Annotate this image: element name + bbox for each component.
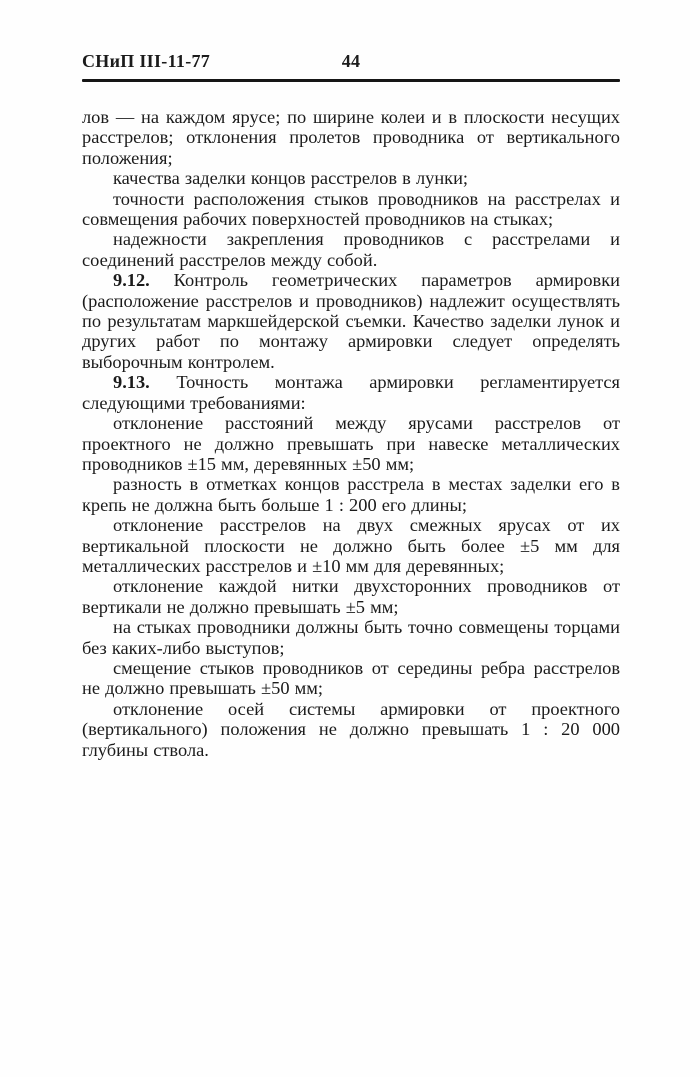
paragraph-text: смещение стыков проводников от середины ребра расстрелов не должно превышать ±50 мм; <box>82 657 620 699</box>
body-paragraph <box>82 229 620 270</box>
body-paragraph <box>82 372 620 413</box>
paragraph-text: отклонение осей системы армировки от проектного (вертикального) положения не должно превышать 1 : 20 000 глубины ствола. <box>82 698 620 760</box>
document-body <box>82 107 620 760</box>
paragraph-text: отклонение расстрелов на двух смежных ярусах от их вертикальной плоскости не должно быть более ±5 мм для металлических расстрелов и ±10 мм для деревянных; <box>82 515 620 576</box>
paragraph-text: разность в отметках концов расстрела в местах заделки его в крепь не должна быть больше 1 : 200 его длины; <box>82 474 620 515</box>
body-paragraph <box>82 576 620 617</box>
page-content <box>82 50 620 760</box>
paragraph-text: точности расположения стыков проводников на расстрелах и совмещения рабочих поверхностей проводников на стыках; <box>82 188 620 230</box>
body-paragraph <box>82 515 620 576</box>
paragraph-text: отклонение расстояний между ярусами расстрелов от проектного не должно превышать при навеске металлических проводников ±15 мм, деревянных ±50 мм; <box>82 413 620 474</box>
body-paragraph <box>82 474 620 515</box>
page-number: 44 <box>341 51 361 71</box>
body-paragraph <box>82 189 620 230</box>
paragraph-text: на стыках проводники должны быть точно совмещены торцами без каких-либо выступов; <box>82 617 620 658</box>
body-paragraph <box>82 270 620 372</box>
page-header <box>82 50 620 74</box>
paragraph-text: Контроль геометрических параметров армировки (расположение расстрелов и проводников) надлежит осуществлять по результатам маркшейдерской съемки. Качество заделки лунок и других работ по монтажу армировки следует определять выборочным контролем. <box>82 270 620 372</box>
section-number: 9.13. <box>113 372 150 393</box>
paragraph-text: надежности закрепления проводников с расстрелами и соединений расстрелов между собой. <box>82 229 620 270</box>
paragraph-text: отклонение каждой нитки двухсторонних проводников от вертикали не должно превышать ±5 мм; <box>82 576 620 617</box>
paragraph-text: Точность монтажа армировки регламентируется следующими требованиями: <box>82 372 620 413</box>
body-paragraph <box>82 699 620 760</box>
header-rule <box>82 79 620 82</box>
body-paragraph <box>82 617 620 658</box>
body-paragraph <box>82 107 620 168</box>
paragraph-text: лов — на каждом ярусе; по ширине колеи и в плоскости несущих расстрелов; отклонения пролетов проводника от вертикального положения; <box>82 107 620 168</box>
body-paragraph <box>82 168 620 188</box>
paragraph-text: качества заделки концов расстрелов в лунки; <box>113 168 469 189</box>
document-code: СНиП III-11-77 <box>82 51 211 71</box>
body-paragraph <box>82 413 620 474</box>
body-paragraph <box>82 658 620 699</box>
section-number: 9.12. <box>113 270 150 291</box>
